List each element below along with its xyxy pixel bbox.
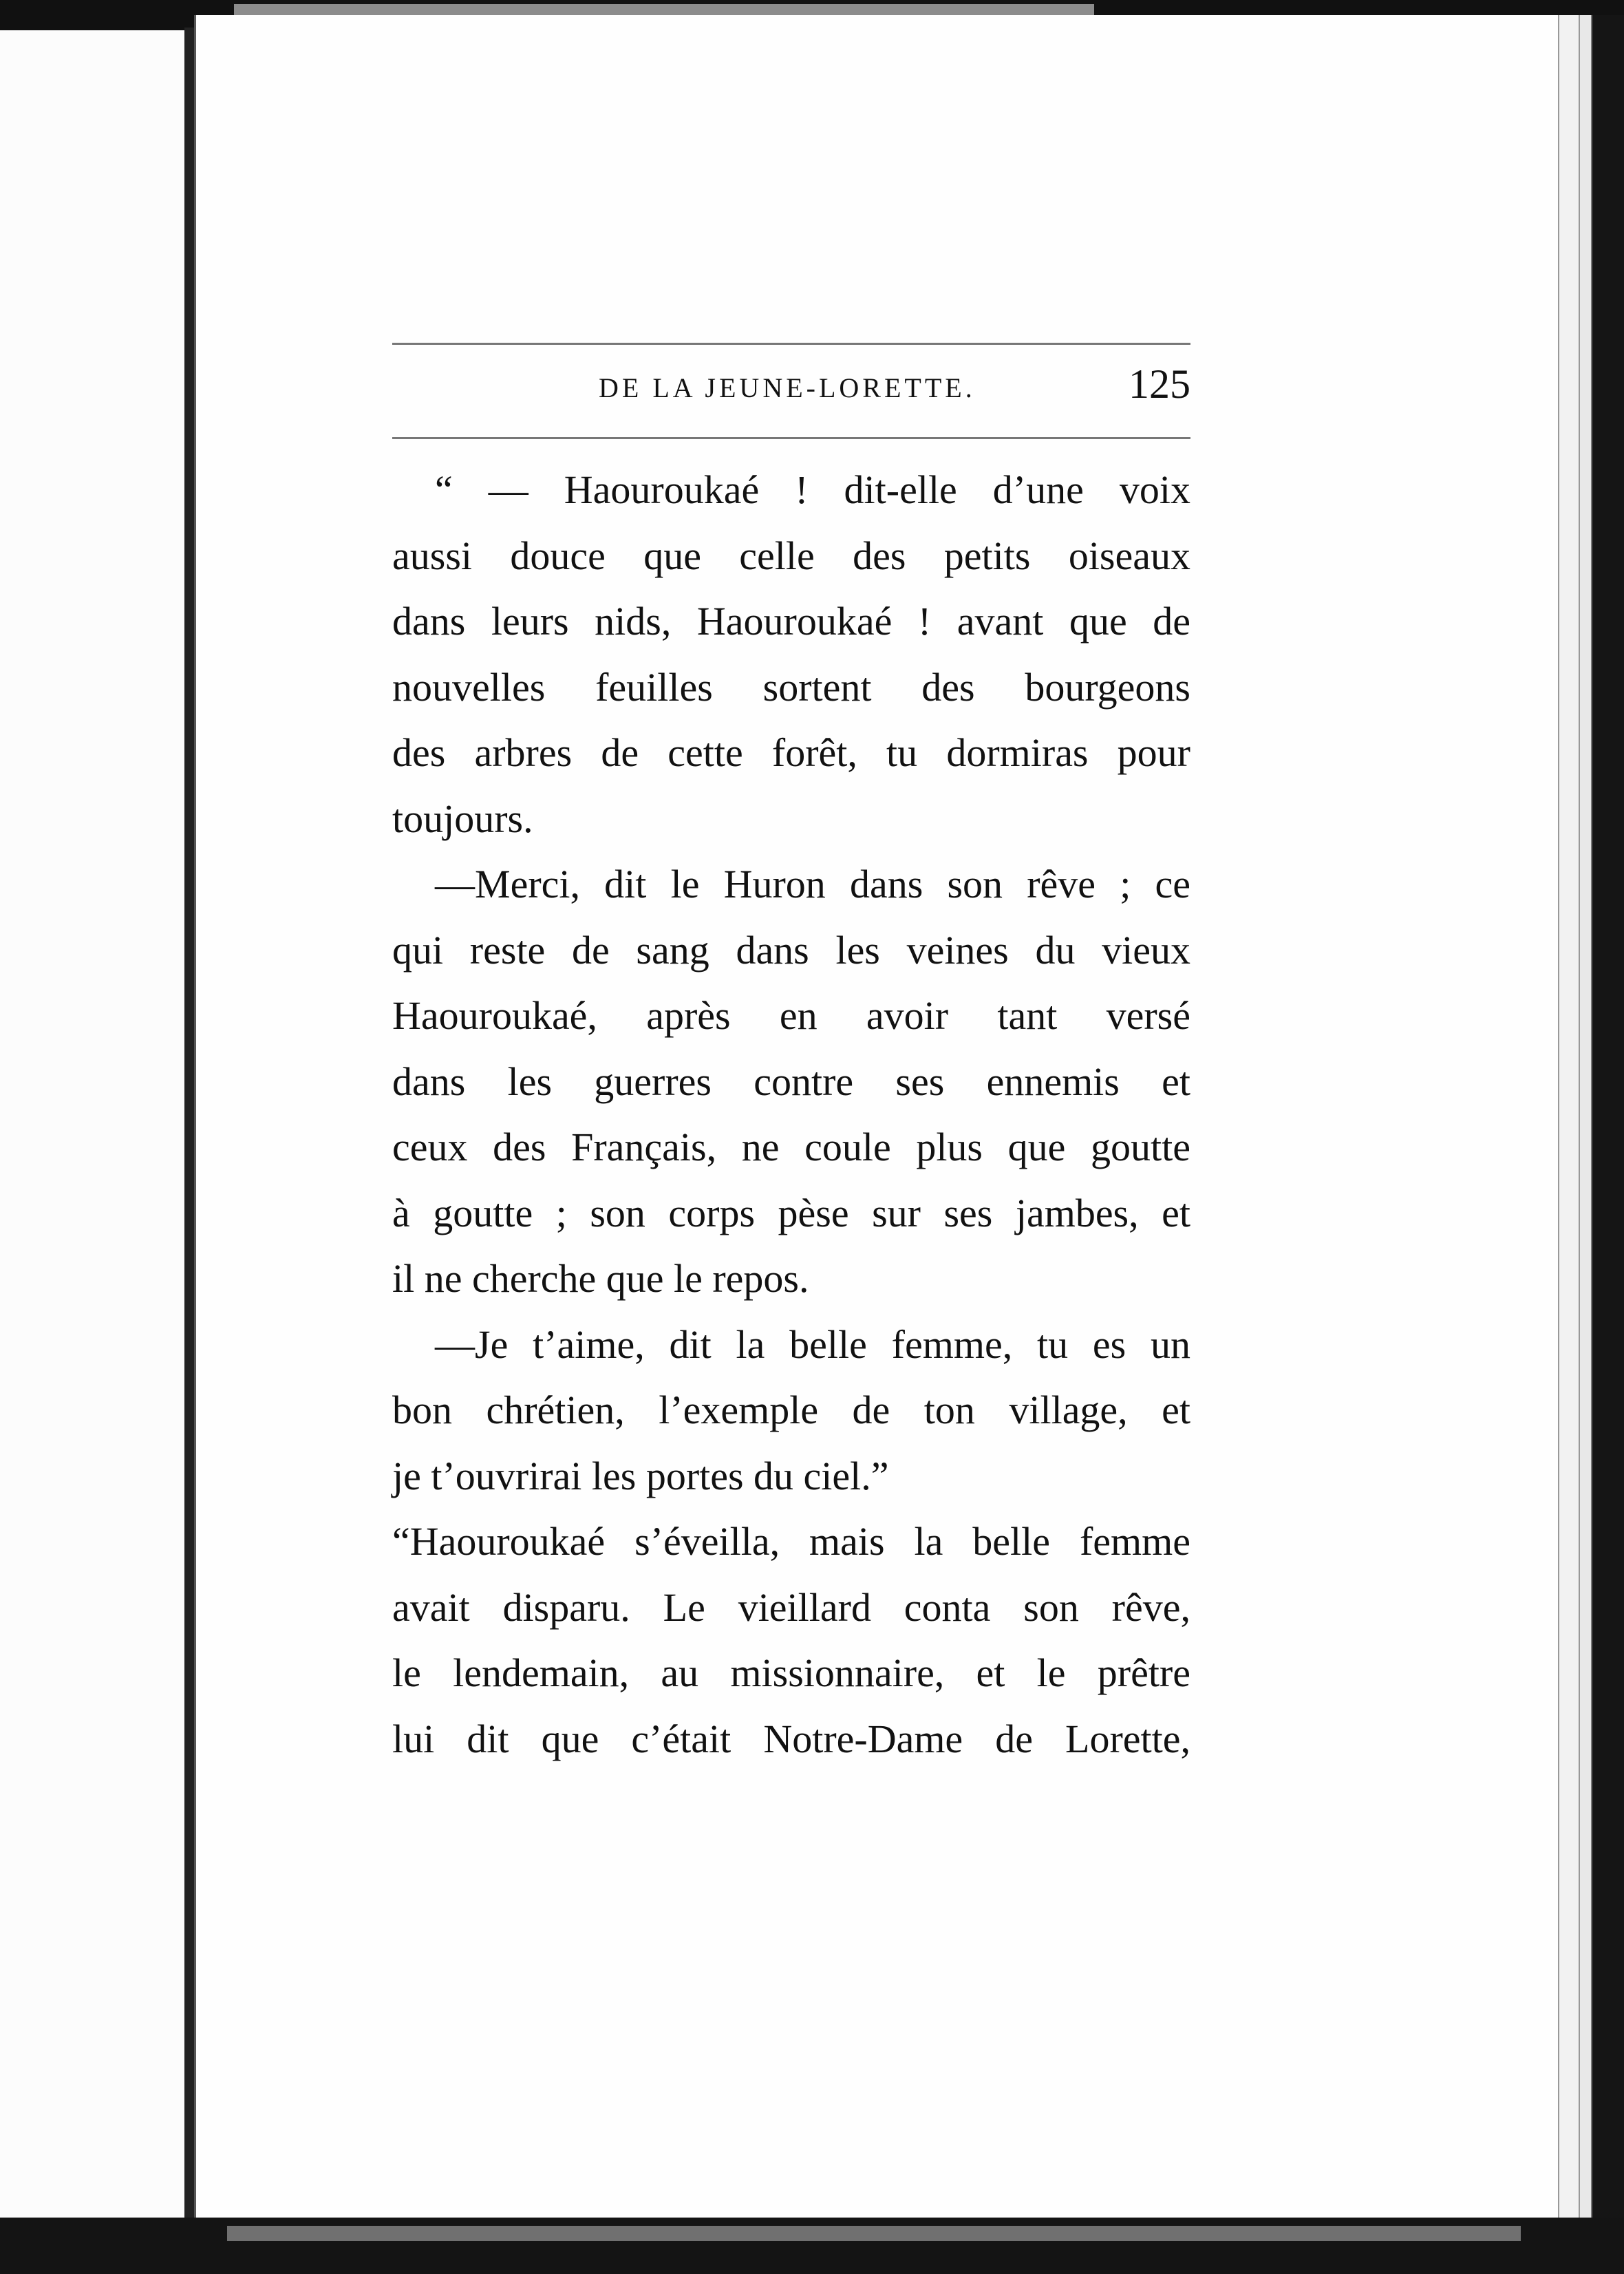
text-line: je t’ouvrirai les portes du ciel.” [392,1453,889,1498]
book-gutter [184,28,194,2223]
page-edge [1558,15,1580,2227]
page-edge [1579,15,1592,2227]
text-line: “Haouroukaé s’éveilla, mais la belle femme [392,1519,1190,1564]
text-line: —Je t’aime, dit la belle femme, tu es un [435,1321,1190,1367]
header-rule-bottom [392,437,1190,439]
text-line: il ne cherche que le repos. [392,1256,809,1301]
text-line: des arbres de cette forêt, tu dormiras pour [392,730,1190,775]
text-line: qui reste de sang dans les veines du vieux [392,927,1190,973]
page-number: 125 [1129,361,1190,407]
page-header [392,358,1190,413]
text-line: toujours. [392,796,533,841]
text-line: à goutte ; son corps pèse sur ses jambes, et [392,1190,1190,1235]
text-line: “ — Haouroukaé ! dit-elle d’une voix [435,467,1190,512]
text-line: ceux des Français, ne coule plus que goutte [392,1125,1190,1169]
text-line: nouvelles feuilles sortent des bourgeons [392,664,1190,710]
bottom-edge-strip [0,2218,1624,2274]
text-line: avait disparu. Le vieillard conta son rêve, [392,1584,1190,1630]
text-line: le lendemain, au missionnaire, et le prêtre [392,1650,1190,1695]
text-line: Haouroukaé, après en avoir tant versé [392,993,1190,1038]
body-text [392,457,1190,1772]
left-facing-page [0,30,184,2218]
bottom-grey-band [227,2226,1521,2241]
text-line: lui dit que c’était Notre-Dame de Lorette, [392,1716,1190,1761]
header-rule-top [392,343,1190,345]
text-line: dans leurs nids, Haouroukaé ! avant que de [392,599,1190,644]
running-title: DE LA JEUNE-LORETTE. [599,372,976,403]
text-line: aussi douce que celle des petits oiseaux [392,533,1190,578]
text-line: bon chrétien, l’exemple de ton village, et [392,1388,1190,1432]
text-line: dans les guerres contre ses ennemis et [392,1059,1190,1104]
text-line: —Merci, dit le Huron dans son rêve ; ce [435,862,1190,906]
page-edge [1591,15,1624,2227]
